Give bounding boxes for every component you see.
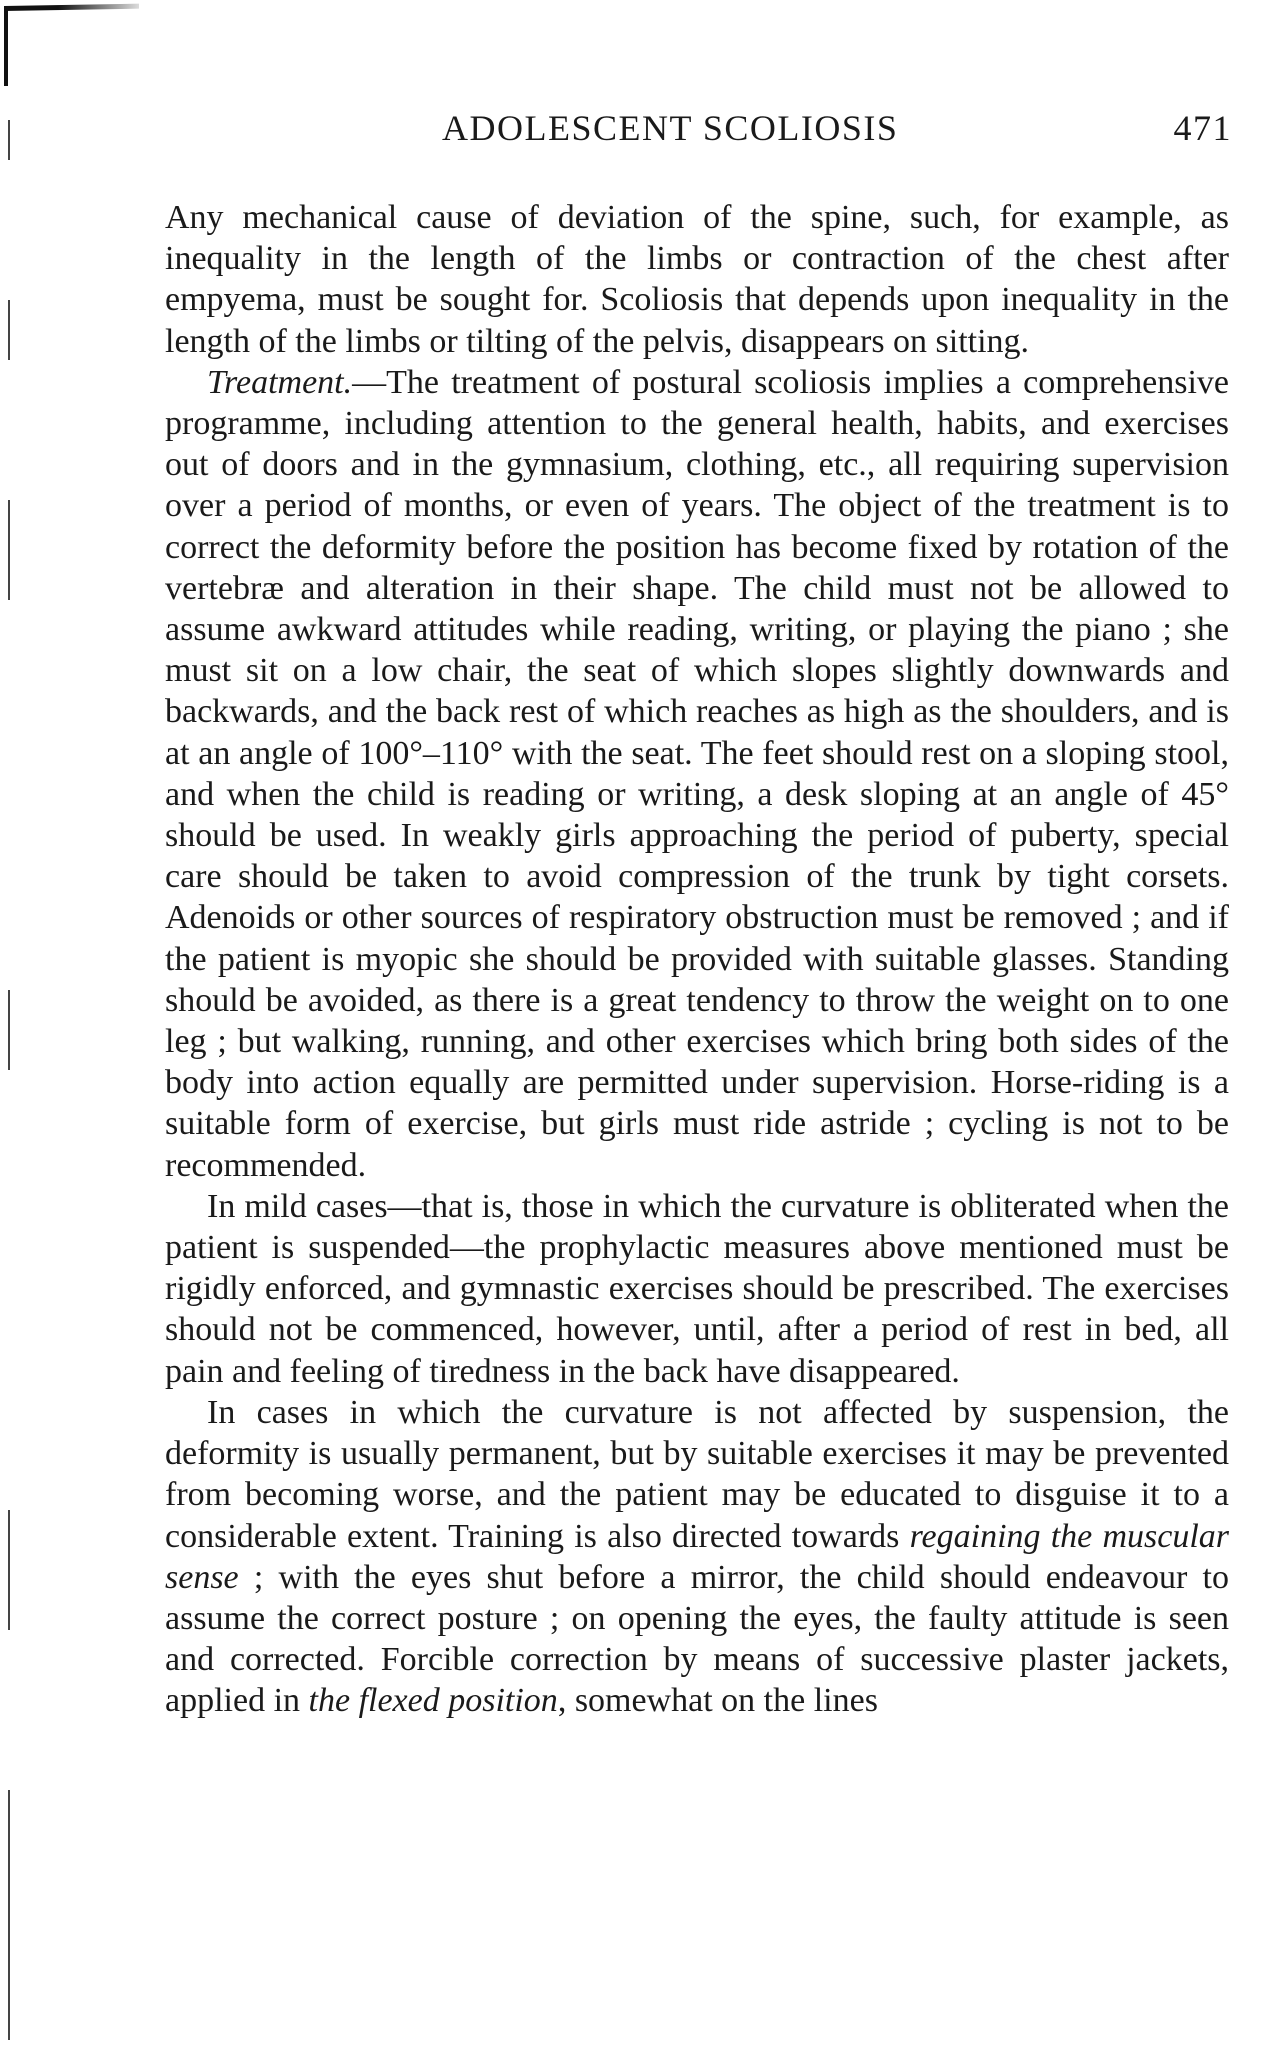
paragraph-mechanical-cause <box>165 197 1229 362</box>
scan-gutter-mark <box>8 1510 10 1630</box>
scan-gutter-mark <box>8 120 10 160</box>
paragraph-text: —The treatment of postural scoliosis implies a comprehensive programme, including attention to the general health, habits, and exercises out of doors and in the gymnasium, clothing, etc., all requiring supervision over a period of months, or even of years. The object of the treatment is to correct the deformity before the position has become fixed by rotation of the vertebræ and alteration in their shape. The child must not be allowed to assume awkward attitudes while reading, writing, or playing the piano ; she must sit on a low chair, the seat of which slopes slightly downwards and backwards, and the back rest of which reaches as high as the shoulders, and is at an angle of 100°–110° with the seat. The feet should rest on a sloping stool, and when the child is reading or writing, a desk sloping at an angle of 45° should be used. In weakly girls approaching the period of puberty, special care should be taken to avoid compression of the trunk by tight corsets. Adenoids or other sources of respiratory obstruction must be removed ; and if the patient is myopic she should be provided with suitable glasses. Standing should be avoided, as there is a great tendency to throw the weight on to one leg ; but walking, running, and other exercises which bring both sides of the body into action equally are permitted under supervision. Horse-riding is a suitable form of exercise, but girls must ride astride ; cycling is not to be recommended. <box>165 363 1229 1184</box>
paragraph-text: ; with the eyes shut before a mirror, the child should endeavour to assume the correct posture ; on opening the eyes, the faulty attitude is seen and corrected. Forcible correction by means of successive plaster jackets, applied in <box>165 1558 1229 1720</box>
emphasis-flexed-position: the flexed position <box>308 1682 558 1720</box>
scan-edge-mark <box>4 4 139 11</box>
scan-gutter-mark <box>8 500 10 600</box>
paragraph-permanent-cases <box>165 1392 1229 1722</box>
page-header <box>160 104 1232 152</box>
scan-gutter-mark <box>8 1790 10 2040</box>
scan-edge-mark <box>4 6 8 86</box>
scan-gutter-mark <box>8 990 10 1070</box>
page-number: 471 <box>1173 108 1232 148</box>
paragraph-mild-cases <box>165 1186 1229 1392</box>
running-title: ADOLESCENT SCOLIOSIS <box>442 108 899 148</box>
paragraph-text: In cases in which the curvature is not affected by suspension, the deformity is usually permanent, but by suitable exercises it may be prevented from becoming worse, and the patient may be educated to disguise it to a considerable extent. Training is also directed towards <box>165 1393 1229 1555</box>
paragraph-text: , somewhat on the lines <box>557 1682 878 1720</box>
section-heading-treatment: Treatment. <box>207 363 353 401</box>
paragraph-treatment <box>165 362 1229 1186</box>
body-text <box>165 197 1229 1722</box>
paragraph-text: Any mechanical cause of deviation of the spine, such, for example, as inequality in the length of the limbs or contraction of the chest after empyema, must be sought for. Scoliosis that depends upon inequality in the length of the limbs or tilting of the pelvis, disappears on sitting. <box>165 199 1229 360</box>
scan-gutter-mark <box>8 300 10 360</box>
paragraph-text: In mild cases—that is, those in which the curvature is obliterated when the patient is suspended—the prophylactic measures above mentioned must be rigidly enforced, and gymnastic exercises should be prescribed. The exercises should not be commenced, however, until, after a period of rest in bed, all pain and feeling of tiredness in the back have disappeared. <box>165 1187 1229 1390</box>
emphasis-muscular-sense: regaining the muscular sense <box>165 1517 1230 1596</box>
